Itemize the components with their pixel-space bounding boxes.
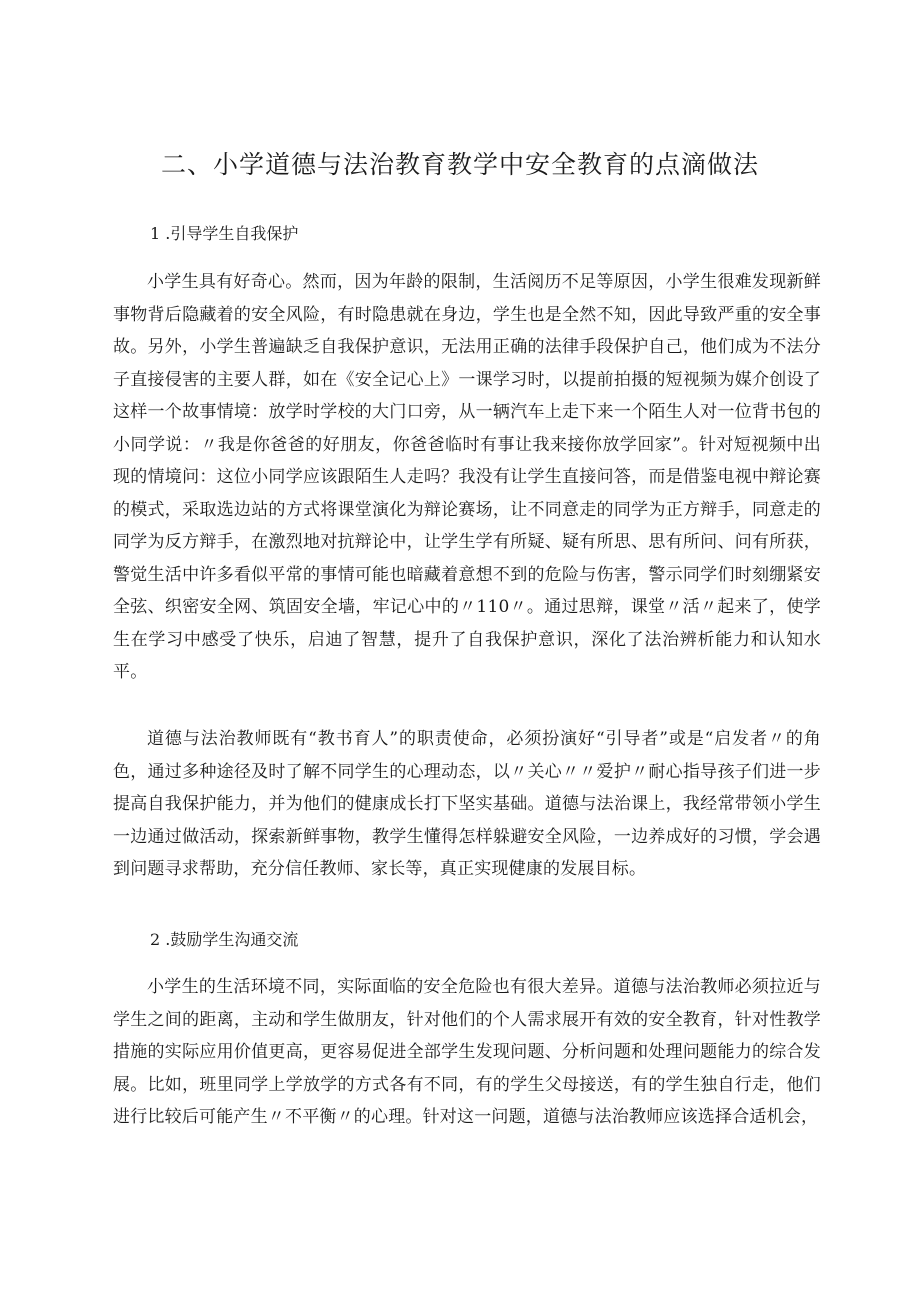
section-1-paragraph-1: 小学生具有好奇心。然而，因为年龄的限制，生活阅历不足等原因，小学生很难发现新鲜事物背后隐藏着的安全风险，有时隐患就在身边，学生也是全然不知，因此导致严重的安全事故。另外，小学生普遍缺乏自我保护意识，无法用正确的法律手段保护自己，他们成为不法分子直接侵害的主要人群，如在《安全记心上》一课学习时，以提前拍摄的短视频为媒介创设了这样一个故事情境：放学时学校的大门口旁，从一辆汽车上走下来一个陌生人对一位背书包的小同学说：〃我是你爸爸的好朋友，你爸爸临时有事让我来接你放学回家”。针对短视频中出现的情境问：这位小同学应该跟陌生人走吗？我没有让学生直接问答，而是借鉴电视中辩论赛的模式，采取选边站的方式将课堂演化为辩论赛场，让不同意走的同学为正方辩手，同意走的同学为反方辩手，在激烈地对抗辩论中，让学生学有所疑、疑有所思、思有所问、问有所获，警觉生活中许多看似平常的事情可能也暗藏着意想不到的危险与伤害，警示同学们时刻绷紧安全弦、织密安全网、筑固安全墙，牢记心中的〃110〃。通过思辩，课堂〃活〃起来了，使学生在学习中感受了快乐，启迪了智慧，提升了自我保护意识，深化了法治辨析能力和认知水平。 bbox=[113, 272, 821, 682]
section-1-paragraph-2: 道德与法治教师既有“教书育人”的职责使命，必须扮演好“引导者”或是“启发者〃的角色，通过多种途径及时了解不同学生的心理动态，以〃关心〃〃爱护〃耐心指导孩子们进一步提高自我保护能力，并为他们的健康成长打下坚实基础。道德与法治课上，我经常带领小学生一边通过做活动，探索新鲜事物，教学生懂得怎样躲避安全风险，一边养成好的习惯，学会遇到问题寻求帮助，充分信任教师、家长等，真正实现健康的发展目标。 bbox=[113, 729, 821, 879]
section-heading-1: 1 .引导学生自我保护 bbox=[150, 224, 299, 243]
section-heading-2: 2 .鼓励学生沟通交流 bbox=[150, 930, 299, 949]
section-2-paragraph-1: 小学生的生活环境不同，实际面临的安全危险也有很大差异。道德与法治教师必须拉近与学生之间的距离，主动和学生做朋友，针对他们的个人需求展开有效的安全教育，针对性教学措施的实际应用价值更高，更容易促进全部学生发现问题、分析问题和处理问题能力的综合发展。比如，班里同学上学放学的方式各有不同，有的学生父母接送，有的学生独自行走，他们进行比较后可能产生〃不平衡〃的心理。针对这一问题，道德与法治教师应该选择合适机会， bbox=[113, 977, 821, 1127]
page-title: 二、小学道德与法治教育教学中安全教育的点滴做法 bbox=[160, 150, 759, 179]
